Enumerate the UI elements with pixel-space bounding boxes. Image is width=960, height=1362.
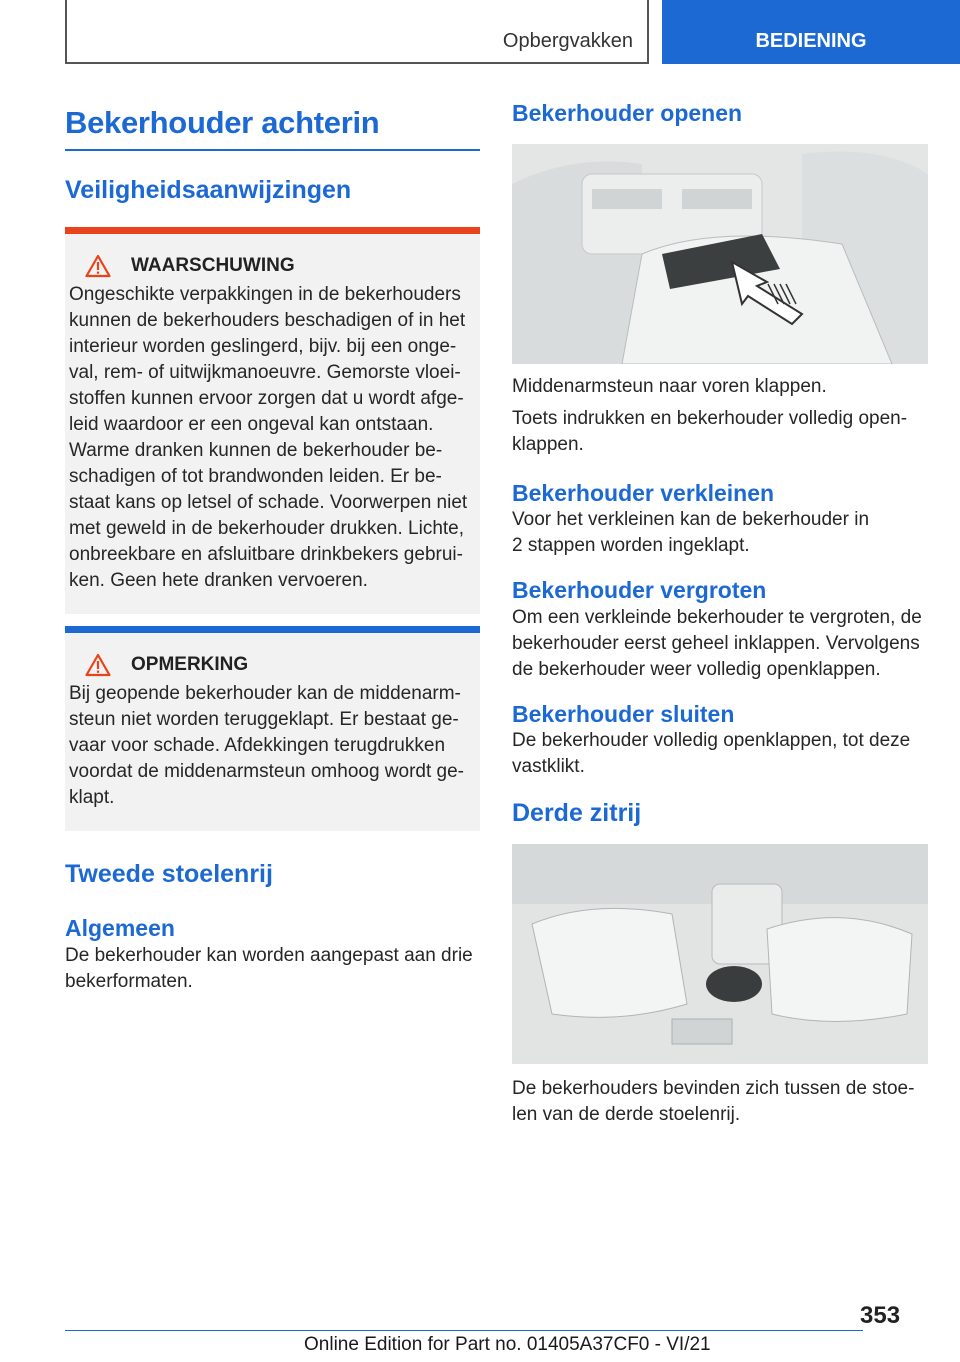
note-text: Bij geopende bekerhouder kan de middenarm- steun niet worden teruggeklapt. Er bestaat ge- vaar voor schade. Afdekkingen terugdrukken voordat de middenarmsteun omhoog wordt ge- klapt. [69,683,465,809]
warning-label: WAARSCHUWING [131,255,295,277]
footer-divider [65,1330,863,1331]
safety-heading: Veiligheidsaanwijzingen [65,176,352,205]
footer-edition: Online Edition for Part no. 01405A37CF0 - VI/21 [304,1334,711,1355]
close-text: De bekerhouder volledig openklappen, tot deze vastklikt. [512,730,911,778]
warning-triangle-icon [85,653,111,677]
enlarge-text: Om een verkleinde bekerhouder te vergroten, de bekerhouder eerst geheel inklappen. Vervolgens de bekerhouder weer volledig openklappen. [512,606,922,680]
enlarge-heading: Bekerhouder vergroten [512,577,767,604]
page-number: 353 [860,1302,901,1329]
third-row-seats-image [512,844,928,1064]
shrink-text: Voor het verkleinen kan de bekerhouder in 2 stappen worden ingeklapt. [512,509,870,557]
open-step-2: Toets indrukken en bekerhouder volledig open- klappen. [512,407,908,455]
header-section-box [65,0,649,64]
warning-box [65,227,480,614]
warning-triangle-icon [85,254,111,278]
shrink-heading: Bekerhouder verkleinen [512,479,775,506]
third-row-heading: Derde zitrij [512,799,642,828]
open-step-1: Middenarmsteun naar voren klappen. [512,375,827,397]
left-column [65,104,480,995]
third-row-text: De bekerhouders bevinden zich tussen de stoe- len van de derde stoelenrij. [512,1078,915,1126]
note-label: OPMERKING [131,654,249,676]
second-row-heading: Tweede stoelenrij [65,860,273,889]
header-chapter-tab: BEDIENING [662,0,960,64]
page-title: Bekerhouder achterin [65,104,480,151]
warning-text: Ongeschikte verpakkingen in de bekerhouders kunnen de bekerhouders beschadigen of in het interieur worden geslingerd, bijv. bij een onge- val, rem- of uitwijkmanoeuvre. Gemorste vloei- stoffen kunnen ervoor zorgen dat u wordt afge- leid waardoor er een ongeval kan ontstaan. Warme dranken kunnen de bekerhouder be- schadigen of tot brandwonden leiden. Er be- staat kans op letsel of schade. Voorwerpen niet met geweld in de bekerhouder drukken. Lichte, onbreekbare en afsluitbare drinkbekers gebrui- ken. Geen hete dranken vervoeren. [69,284,468,592]
note-box [65,626,480,831]
general-heading: Algemeen [65,915,175,942]
general-text: De bekerhouder kan worden aangepast aan drie bekerformaten. [65,944,473,992]
header-section-title: Opbergvakken [502,30,633,52]
close-heading: Bekerhouder sluiten [512,700,735,727]
open-heading: Bekerhouder openen [512,100,743,126]
armrest-cupholder-image [512,144,928,364]
right-column [512,100,928,1128]
